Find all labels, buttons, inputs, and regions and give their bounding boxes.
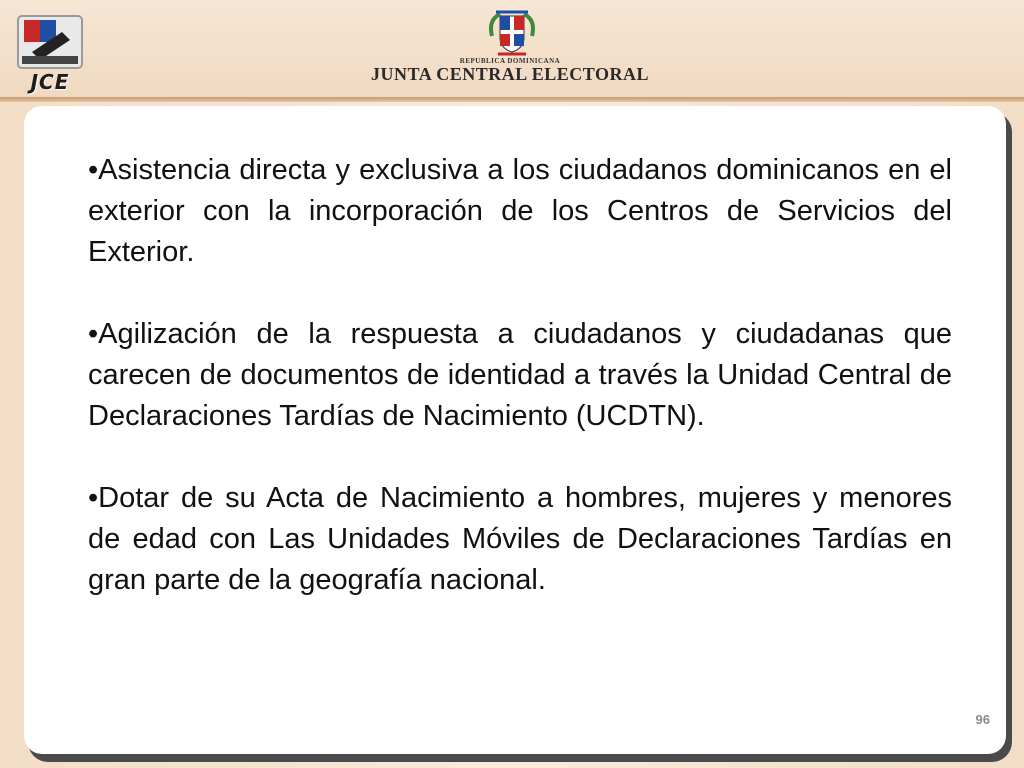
page-number: 96 [975, 712, 990, 727]
header-divider [0, 97, 1024, 102]
bullet-paragraph: •Dotar de su Acta de Nacimiento a hombres, mujeres y menores de edad con Las Unidades Móviles de Declaraciones Tardías en gran parte de la geografía nacional. [88, 482, 952, 596]
coat-of-arms-icon [486, 6, 538, 58]
ballot-box-icon [14, 12, 86, 72]
jce-logo [14, 12, 86, 94]
country-label: REPUBLICA DOMINICANA [459, 57, 561, 65]
institution-title: JUNTA CENTRAL ELECTORAL [371, 64, 649, 84]
bullet-paragraph: •Agilización de la respuesta a ciudadanos y ciudadanas que carecen de documentos de identidad a través la Unidad Central de Declaraciones Tardías de Nacimiento (UCDTN). [88, 318, 952, 432]
bullet-paragraph: •Asistencia directa y exclusiva a los ciudadanos dominicanos en el exterior con la incorporación de los Centros de Servicios del Exterior. [88, 154, 952, 268]
slide-content [88, 150, 952, 642]
logo-text: JCE [30, 70, 70, 94]
